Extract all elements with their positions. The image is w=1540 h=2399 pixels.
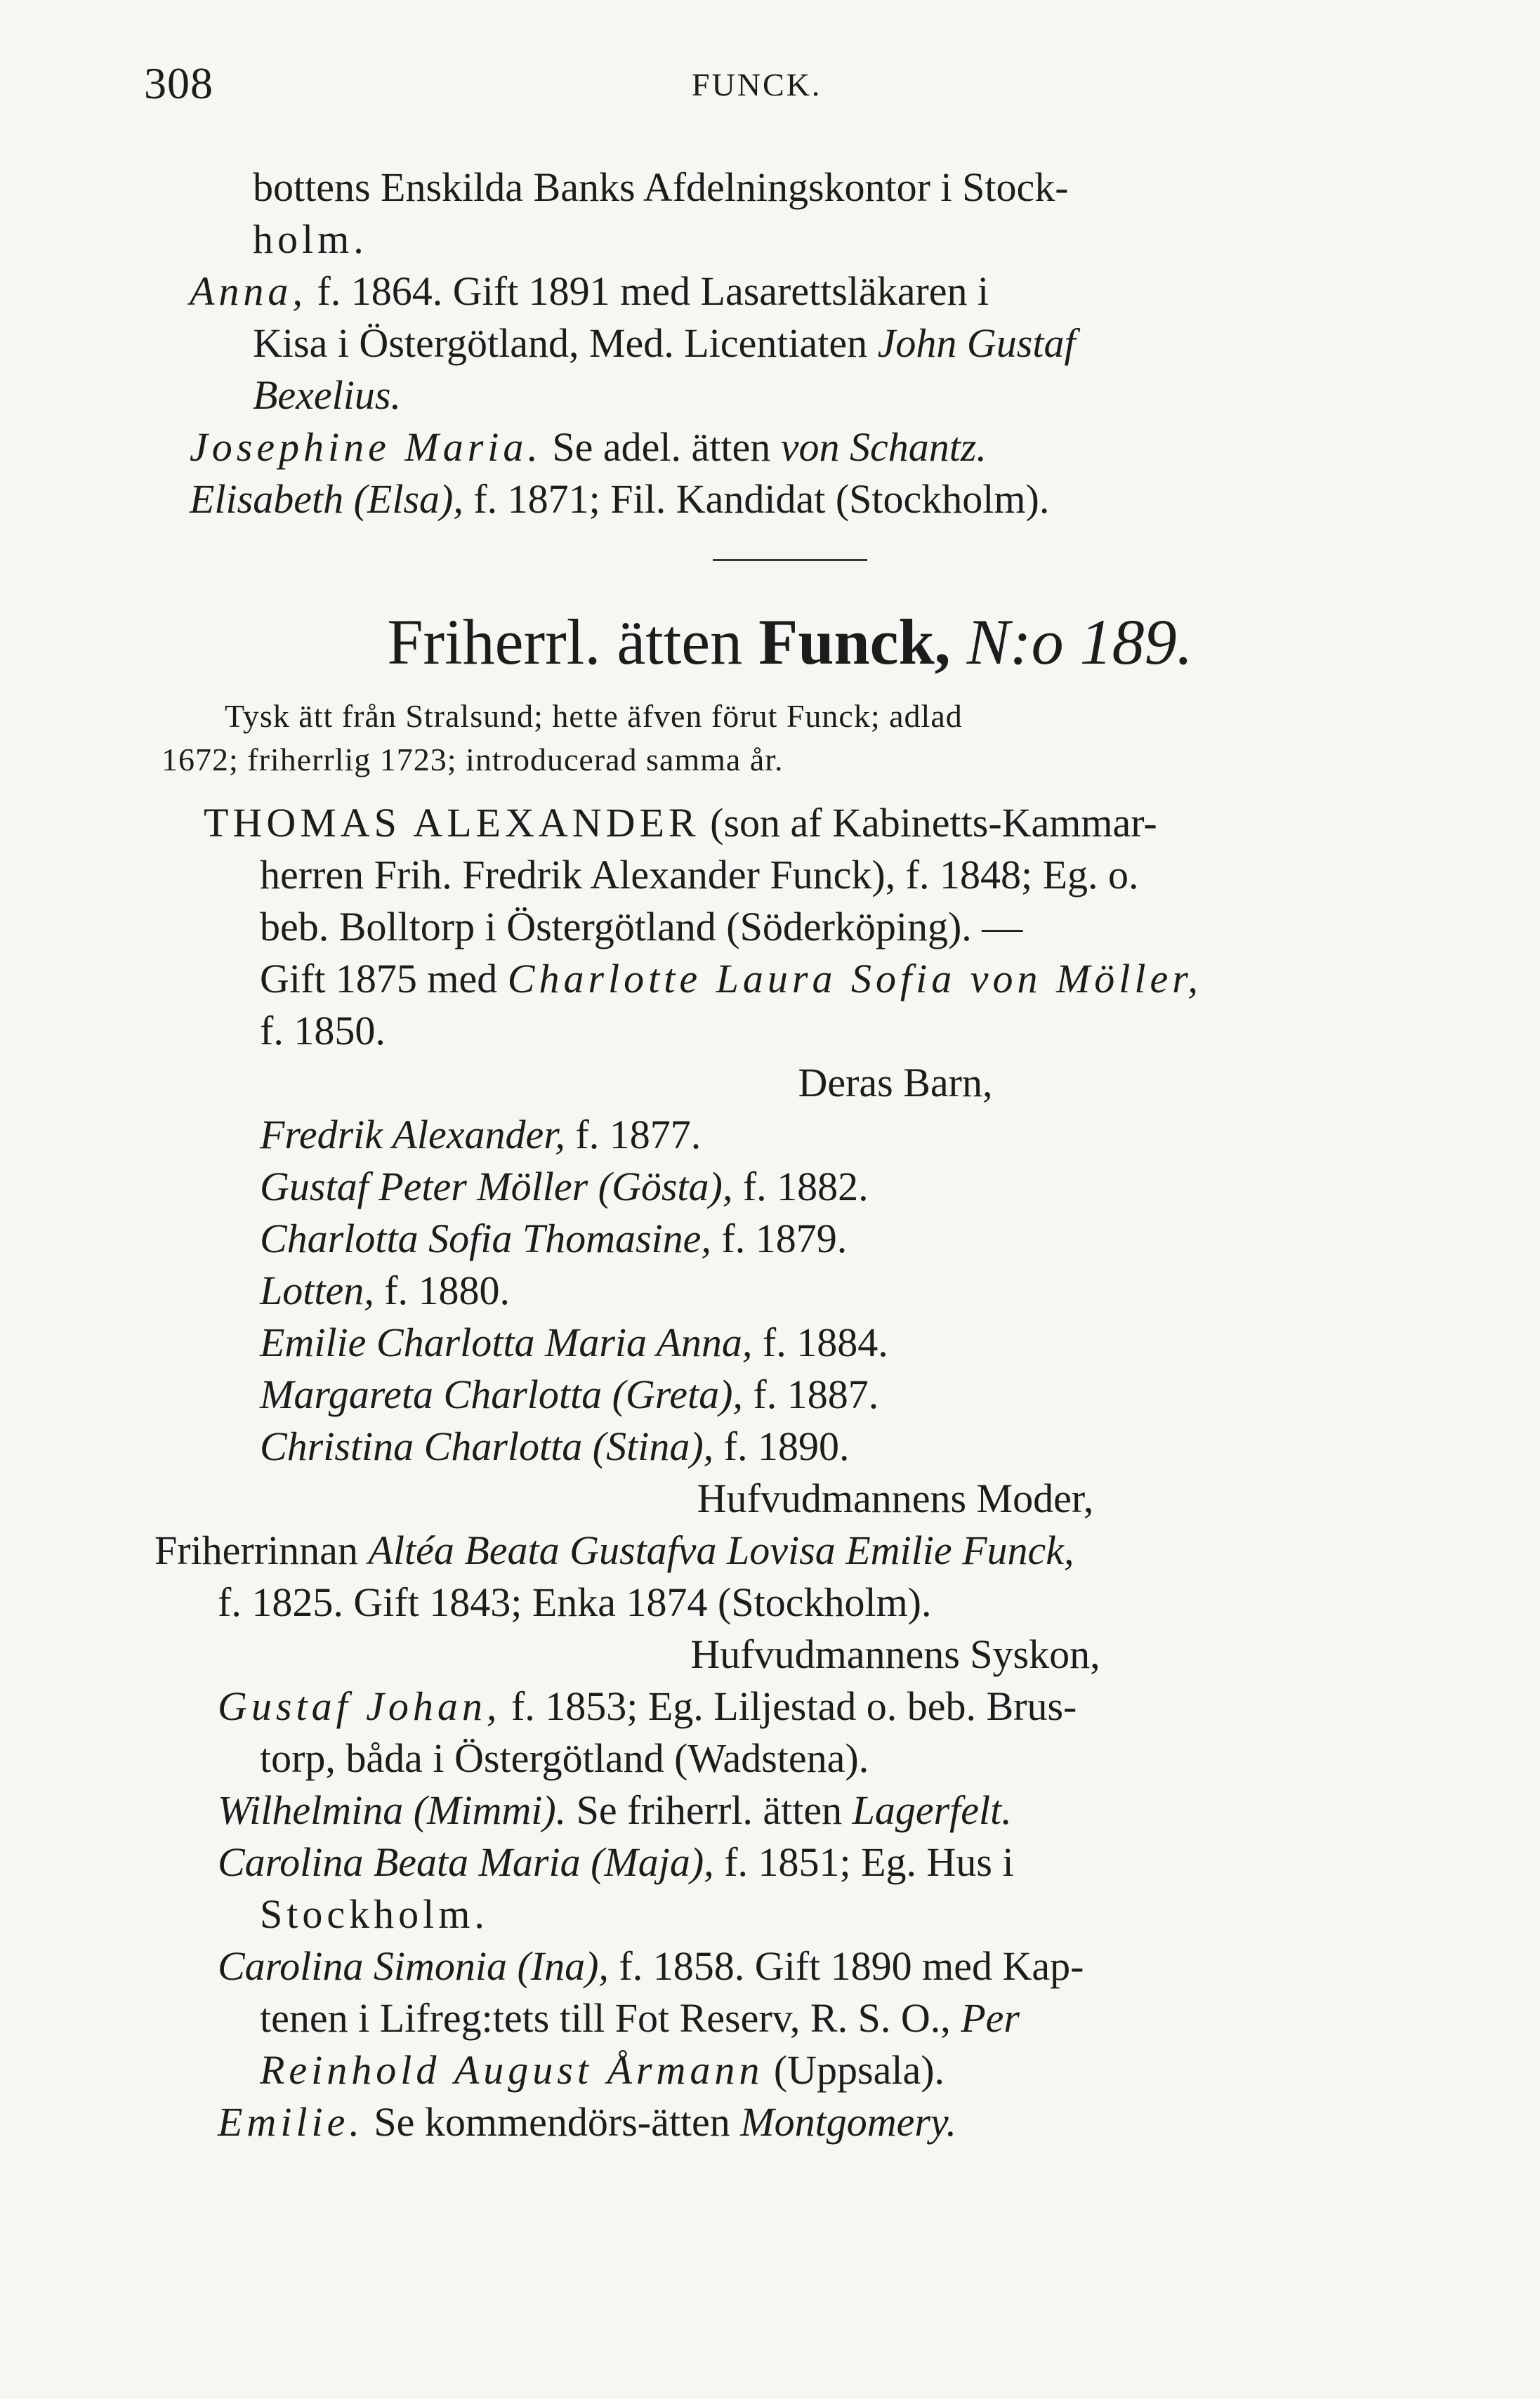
- sibling-gustaf: Gustaf Johan, f. 1853; Eg. Liljestad o. beb. Brus-: [218, 1683, 1077, 1729]
- siblings-heading: Hufvudmannens Syskon,: [690, 1631, 1100, 1677]
- child-birth: f. 1877.: [565, 1112, 702, 1157]
- child-entry: [162, 1161, 1419, 1213]
- child-birth: f. 1882.: [732, 1164, 869, 1209]
- section-title: Friherrl. ätten Funck, N:o 189.: [387, 606, 1193, 678]
- children-heading: Deras Barn,: [798, 1060, 993, 1105]
- text-line: THOMAS ALEXANDER (son af Kabinetts-Kammar-: [204, 800, 1157, 846]
- child-entry: [162, 1265, 1419, 1317]
- child-name: Margareta Charlotta (Greta),: [260, 1372, 743, 1417]
- child-entry: [162, 1109, 1419, 1161]
- entry-anna: Anna, f. 1864. Gift 1891 med Lasarettsläkaren i: [190, 268, 989, 314]
- text-line: Stockholm.: [260, 1891, 489, 1937]
- page-number: 308: [144, 58, 213, 108]
- child-entry: [162, 1213, 1419, 1265]
- text-line: beb. Bolltorp i Östergötland (Söderköping). —: [260, 904, 1023, 949]
- text-line: f. 1850.: [260, 1008, 386, 1053]
- entry-josephine: Josephine Maria. Se adel. ätten von Schantz.: [190, 424, 987, 470]
- section-intro-line: Tysk ätt från Stralsund; hette äfven förut Funck; adlad: [225, 698, 963, 734]
- page-header: [144, 58, 1407, 121]
- section-divider: [713, 559, 867, 561]
- child-entry: [162, 1369, 1419, 1421]
- child-birth: f. 1879.: [711, 1216, 848, 1261]
- children-list: [162, 1109, 1419, 1473]
- sibling-wilhelmina: Wilhelmina (Mimmi). Se friherrl. ätten Lagerfelt.: [218, 1787, 1012, 1833]
- sibling-carolina-beata: Carolina Beata Maria (Maja), f. 1851; Eg. Hus i: [218, 1839, 1014, 1885]
- text-line: Reinhold August Årmann (Uppsala).: [260, 2047, 945, 2093]
- text-line: bottens Enskilda Banks Afdelningskontor i Stock-: [253, 164, 1069, 210]
- section-intro-line: 1672; friherrlig 1723; introducerad samma år.: [162, 742, 784, 777]
- child-entry: [162, 1421, 1419, 1473]
- sibling-emilie: Emilie. Se kommendörs-ätten Montgomery.: [218, 2099, 956, 2145]
- text-line: herren Frih. Fredrik Alexander Funck), f. 1848; Eg. o.: [260, 852, 1139, 898]
- text-line: tenen i Lifreg:tets till Fot Reserv, R. S. O., Per: [260, 1995, 1020, 2041]
- child-entry: [162, 1317, 1419, 1369]
- child-birth: f. 1884.: [752, 1320, 888, 1365]
- entry-elisabeth: Elisabeth (Elsa), f. 1871; Fil. Kandidat (Stockholm).: [190, 476, 1050, 522]
- mother-heading: Hufvudmannens Moder,: [697, 1475, 1094, 1521]
- text-line: holm.: [253, 216, 368, 262]
- child-birth: f. 1890.: [713, 1424, 850, 1469]
- text-line: f. 1825. Gift 1843; Enka 1874 (Stockholm).: [218, 1579, 932, 1625]
- child-birth: f. 1887.: [742, 1372, 879, 1417]
- child-name: Gustaf Peter Möller (Gösta),: [260, 1164, 733, 1209]
- page-body: [154, 162, 1419, 2148]
- running-head: FUNCK.: [692, 67, 822, 103]
- head-of-family: [162, 797, 1419, 1057]
- child-birth: f. 1880.: [374, 1268, 511, 1313]
- text-line: Kisa i Östergötland, Med. Licentiaten John Gustaf: [253, 320, 1076, 366]
- child-name: Lotten,: [260, 1268, 374, 1313]
- child-name: Charlotta Sofia Thomasine,: [260, 1216, 711, 1261]
- text-line: Friherrinnan Altéa Beata Gustafva Lovisa Emilie Funck,: [154, 1527, 1074, 1573]
- child-name: Fredrik Alexander,: [260, 1112, 565, 1157]
- text-line: Gift 1875 med Charlotte Laura Sofia von Möller,: [260, 956, 1202, 1001]
- text-line: torp, båda i Östergötland (Wadstena).: [260, 1735, 869, 1781]
- text-line: Bexelius.: [253, 372, 401, 418]
- sibling-carolina-simonia: Carolina Simonia (Ina), f. 1858. Gift 1890 med Kap-: [218, 1943, 1084, 1989]
- child-name: Emilie Charlotta Maria Anna,: [260, 1320, 753, 1365]
- child-name: Christina Charlotta (Stina),: [260, 1424, 714, 1469]
